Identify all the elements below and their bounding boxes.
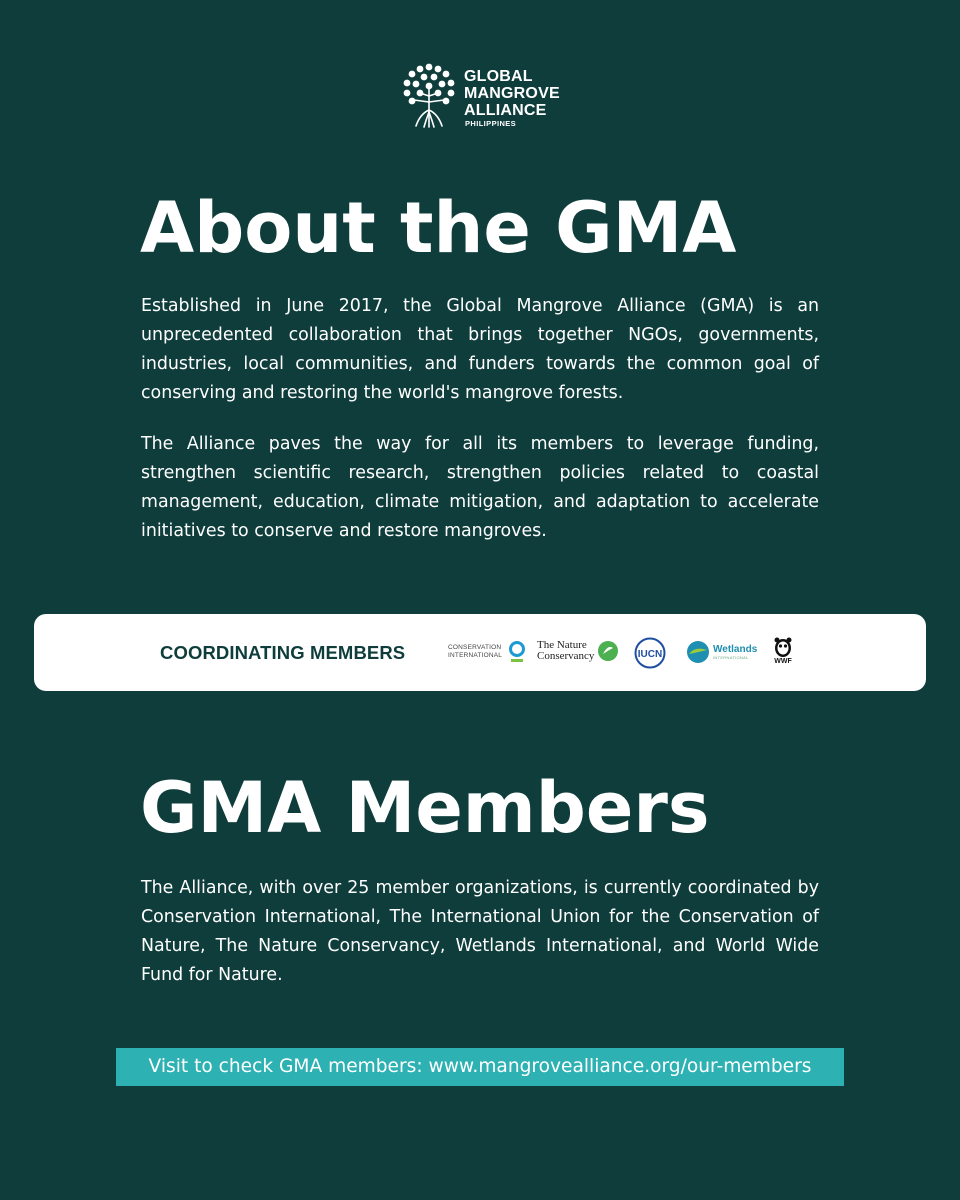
logo-line-mangrove: MANGROVE: [464, 85, 560, 102]
conservation-international-logo: [448, 641, 526, 663]
ci-line-1: CONSERVATION: [448, 644, 502, 651]
panda-icon: [772, 636, 794, 658]
mangrove-tree-icon: [402, 62, 456, 128]
nature-conservancy-logo: [537, 640, 619, 662]
wetlands-line-1: Wetlands: [713, 643, 758, 655]
members-heading: GMA Members: [140, 767, 710, 849]
logo-line-alliance: ALLIANCE: [464, 102, 547, 119]
logo-line-philippines: PHILIPPINES: [465, 119, 517, 128]
wwf-text: WWF: [774, 658, 792, 665]
tnc-line-1: The Nature: [537, 639, 587, 651]
ci-line-2: INTERNATIONAL: [448, 652, 503, 659]
coordinating-members-bar: [34, 614, 926, 691]
iucn-text: IUCN: [637, 649, 663, 660]
wetlands-drop-icon: [686, 640, 710, 664]
members-paragraph: The Alliance, with over 25 member organizations, is currently coordinated by Conservation International, The International Union for the Conservation of Nature, The Nature Conservancy, Wetlands International, and World Wide Fund for Nature.: [141, 878, 819, 985]
tnc-leaf-icon: [597, 640, 619, 662]
gma-logo: [402, 62, 560, 129]
tnc-line-2: Conservancy: [537, 650, 595, 662]
wetlands-line-2: INTERNATIONAL: [713, 654, 749, 660]
wetlands-international-logo: [686, 640, 757, 664]
coordinating-members-label: COORDINATING MEMBERS: [160, 642, 406, 663]
about-paragraph-2: The Alliance paves the way for all its members to leverage funding, strengthen scientific research, strengthen policies related to coastal management, education, climate mitigation, and adaptation to accelerate initiatives to conserve and restore mangroves.: [141, 434, 819, 541]
logo-wordmark: [464, 68, 560, 129]
about-paragraph-1: Established in June 2017, the Global Mangrove Alliance (GMA) is an unprecedented collaboration that brings together NGOs, governments, industries, local communities, and funders towards the common goal of conserving and restoring the world's mangrove forests.: [141, 296, 819, 403]
visit-members-link[interactable]: Visit to check GMA members: www.mangrovealliance.org/our-members: [116, 1048, 844, 1086]
logo-line-global: GLOBAL: [464, 68, 533, 85]
iucn-badge-icon: [634, 637, 666, 669]
iucn-logo: [634, 637, 666, 669]
ci-ring-icon: [508, 641, 526, 663]
about-heading: About the GMA: [140, 187, 737, 269]
wwf-logo: [772, 636, 794, 666]
